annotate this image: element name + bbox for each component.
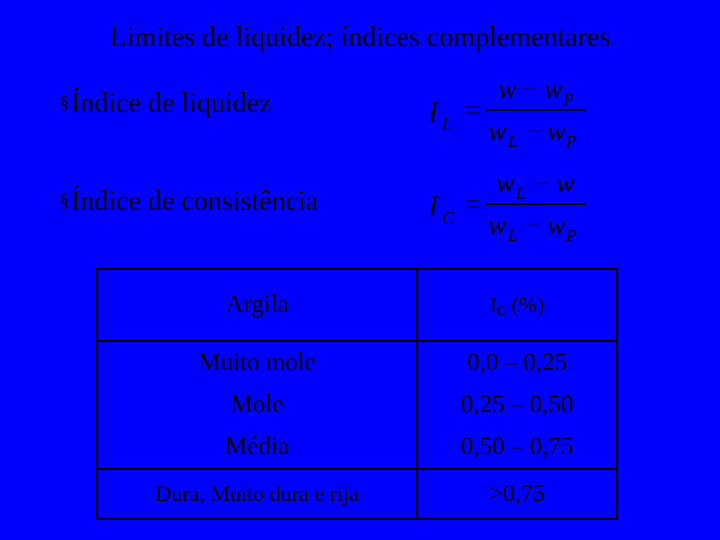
table-row bbox=[97, 426, 617, 469]
formula-den-a: w bbox=[488, 210, 507, 241]
liquidity-index-formula bbox=[420, 74, 600, 151]
formula-num-b-sub: P bbox=[563, 90, 574, 109]
formula-lhs-sub: L bbox=[442, 114, 453, 134]
section-bullet-icon: § bbox=[60, 91, 69, 112]
header-clay: Argila bbox=[97, 269, 417, 341]
formula-den-op: − bbox=[526, 117, 541, 146]
formula-den-b-sub: P bbox=[566, 132, 577, 151]
formula-equals: = bbox=[464, 188, 481, 221]
formula-den-op: − bbox=[526, 211, 541, 240]
section-bullet-icon: § bbox=[60, 189, 69, 210]
header-ic-main: I bbox=[489, 292, 498, 317]
formula-den-a-sub: L bbox=[508, 132, 518, 151]
formula-den-b: w bbox=[547, 116, 566, 147]
formula-den-a-sub: L bbox=[508, 226, 518, 245]
formula-lhs-var: I bbox=[428, 96, 438, 129]
formula-num-b: w bbox=[544, 74, 563, 105]
formula-equals: = bbox=[464, 94, 481, 127]
header-ic-sub: C bbox=[497, 303, 506, 318]
formula-num-op: − bbox=[523, 75, 538, 104]
clay-cell: Mole bbox=[97, 384, 417, 426]
table-row bbox=[97, 384, 617, 426]
range-cell: >0,75 bbox=[417, 469, 617, 519]
bullet-consistency-index bbox=[60, 186, 318, 218]
formula-den-a: w bbox=[488, 116, 507, 147]
consistency-index-formula bbox=[420, 168, 600, 245]
formula-num-a: w bbox=[496, 168, 515, 199]
range-cell: 0,0 – 0,25 bbox=[417, 341, 617, 384]
table-header-row bbox=[97, 269, 617, 341]
formula-num-a: w bbox=[498, 74, 517, 105]
table-row bbox=[97, 469, 617, 519]
formula-num-op: − bbox=[534, 169, 549, 198]
bullet-label: Índice de liquidez bbox=[71, 88, 272, 119]
bullet-label: Índice de consistência bbox=[71, 186, 319, 217]
header-ic-unit: (%) bbox=[505, 292, 545, 317]
header-ic bbox=[417, 269, 617, 341]
formula-den-b-sub: P bbox=[566, 226, 577, 245]
formula-num-a-sub: L bbox=[516, 184, 526, 203]
clay-cell: Média bbox=[97, 426, 417, 469]
formula-den-b: w bbox=[547, 210, 566, 241]
table-row bbox=[97, 341, 617, 384]
consistency-table bbox=[96, 268, 618, 520]
range-cell: 0,25 – 0,50 bbox=[417, 384, 617, 426]
bullet-liquidity-index bbox=[60, 88, 272, 120]
range-cell: 0,50 – 0,75 bbox=[417, 426, 617, 469]
formula-lhs-sub: C bbox=[442, 208, 455, 228]
formula-num-b: w bbox=[556, 168, 575, 199]
formula-lhs-var: I bbox=[428, 190, 438, 223]
slide-title: Limites de liquidez; índices complementares bbox=[109, 22, 611, 53]
clay-cell: Muito mole bbox=[97, 341, 417, 384]
clay-cell: Dura, Muito dura e rija bbox=[97, 469, 417, 519]
